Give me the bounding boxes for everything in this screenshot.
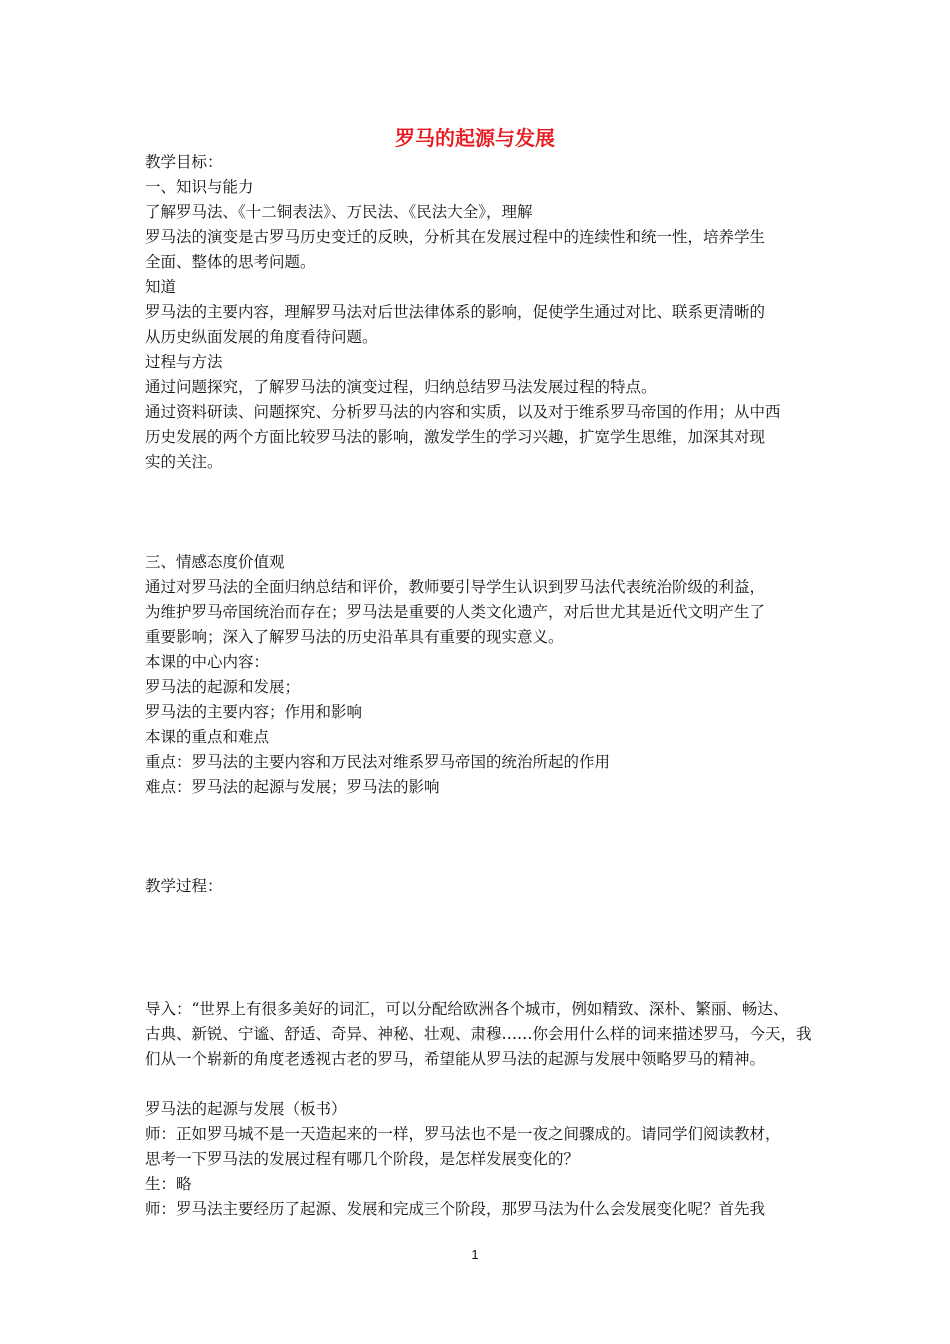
text-line: 本课的重点和难点 (145, 728, 270, 746)
text-line: 们从一个崭新的角度老透视古老的罗马，希望能从罗马法的起源与发展中领略罗马的精神。 (145, 1050, 766, 1068)
text-line: 重点：罗马法的主要内容和万民法对维系罗马帝国的统治所起的作用 (145, 753, 611, 771)
text-line: 师：正如罗马城不是一天造起来的一样，罗马法也不是一夜之间骤成的。请同学们阅读教材， (145, 1125, 781, 1143)
text-line: 教学目标： (145, 153, 223, 171)
text-line: 从历史纵面发展的角度看待问题。 (145, 328, 378, 346)
text-line: 师：罗马法主要经历了起源、发展和完成三个阶段，那罗马法为什么会发展变化呢？首先我 (145, 1200, 766, 1218)
text-line: 本课的中心内容： (145, 653, 270, 671)
text-line: 罗马法的主要内容；作用和影响 (145, 703, 363, 721)
text-line: 通过对罗马法的全面归纳总结和评价，教师要引导学生认识到罗马法代表统治阶级的利益， (145, 578, 766, 596)
text-line: 过程与方法 (145, 353, 223, 371)
text-line: 罗马法的起源与发展（板书） (145, 1100, 347, 1118)
document-title: 罗马的起源与发展 (395, 126, 555, 150)
text-line: 历史发展的两个方面比较罗马法的影响，激发学生的学习兴趣，扩宽学生思维，加深其对现 (145, 428, 766, 446)
text-line: 三、情感态度价值观 (145, 553, 285, 571)
text-line: 全面、整体的思考问题。 (145, 253, 316, 271)
text-line: 实的关注。 (145, 453, 223, 471)
text-line: 教学过程： (145, 877, 223, 895)
text-line: 难点：罗马法的起源与发展；罗马法的影响 (145, 778, 440, 796)
text-line: 知道 (145, 278, 177, 296)
text-line: 重要影响；深入了解罗马法的历史沿革具有重要的现实意义。 (145, 628, 564, 646)
text-line: 通过问题探究，了解罗马法的演变过程，归纳总结罗马法发展过程的特点。 (145, 378, 657, 396)
text-line: 罗马法的主要内容，理解罗马法对后世法律体系的影响，促使学生通过对比、联系更清晰的 (145, 303, 766, 321)
text-line: 罗马法的起源和发展； (145, 678, 301, 696)
text-line: 了解罗马法、《十二铜表法》、万民法、《民法大全》，理解 (145, 203, 533, 221)
text-line: 思考一下罗马法的发展过程有哪几个阶段，是怎样发展变化的？ (145, 1150, 580, 1168)
text-line: 通过资料研读、问题探究、分析罗马法的内容和实质，以及对于维系罗马帝国的作用；从中西 (145, 403, 781, 421)
text-line: 罗马法的演变是古罗马历史变迁的反映，分析其在发展过程中的连续性和统一性，培养学生 (145, 228, 766, 246)
text-line: 为维护罗马帝国统治而存在；罗马法是重要的人类文化遗产，对后世尤其是近代文明产生了 (145, 603, 766, 621)
text-line: 一、知识与能力 (145, 178, 254, 196)
page-number: 1 (471, 1247, 479, 1262)
text-line: 古典、新锐、宁谧、舒适、奇异、神秘、壮观、肃穆……你会用什么样的词来描述罗马，今天，我 (145, 1025, 812, 1043)
text-line: 生：略 (145, 1175, 192, 1193)
text-line: 导入：“世界上有很多美好的词汇，可以分配给欧洲各个城市，例如精致、深朴、繁丽、畅达、 (145, 1000, 789, 1018)
